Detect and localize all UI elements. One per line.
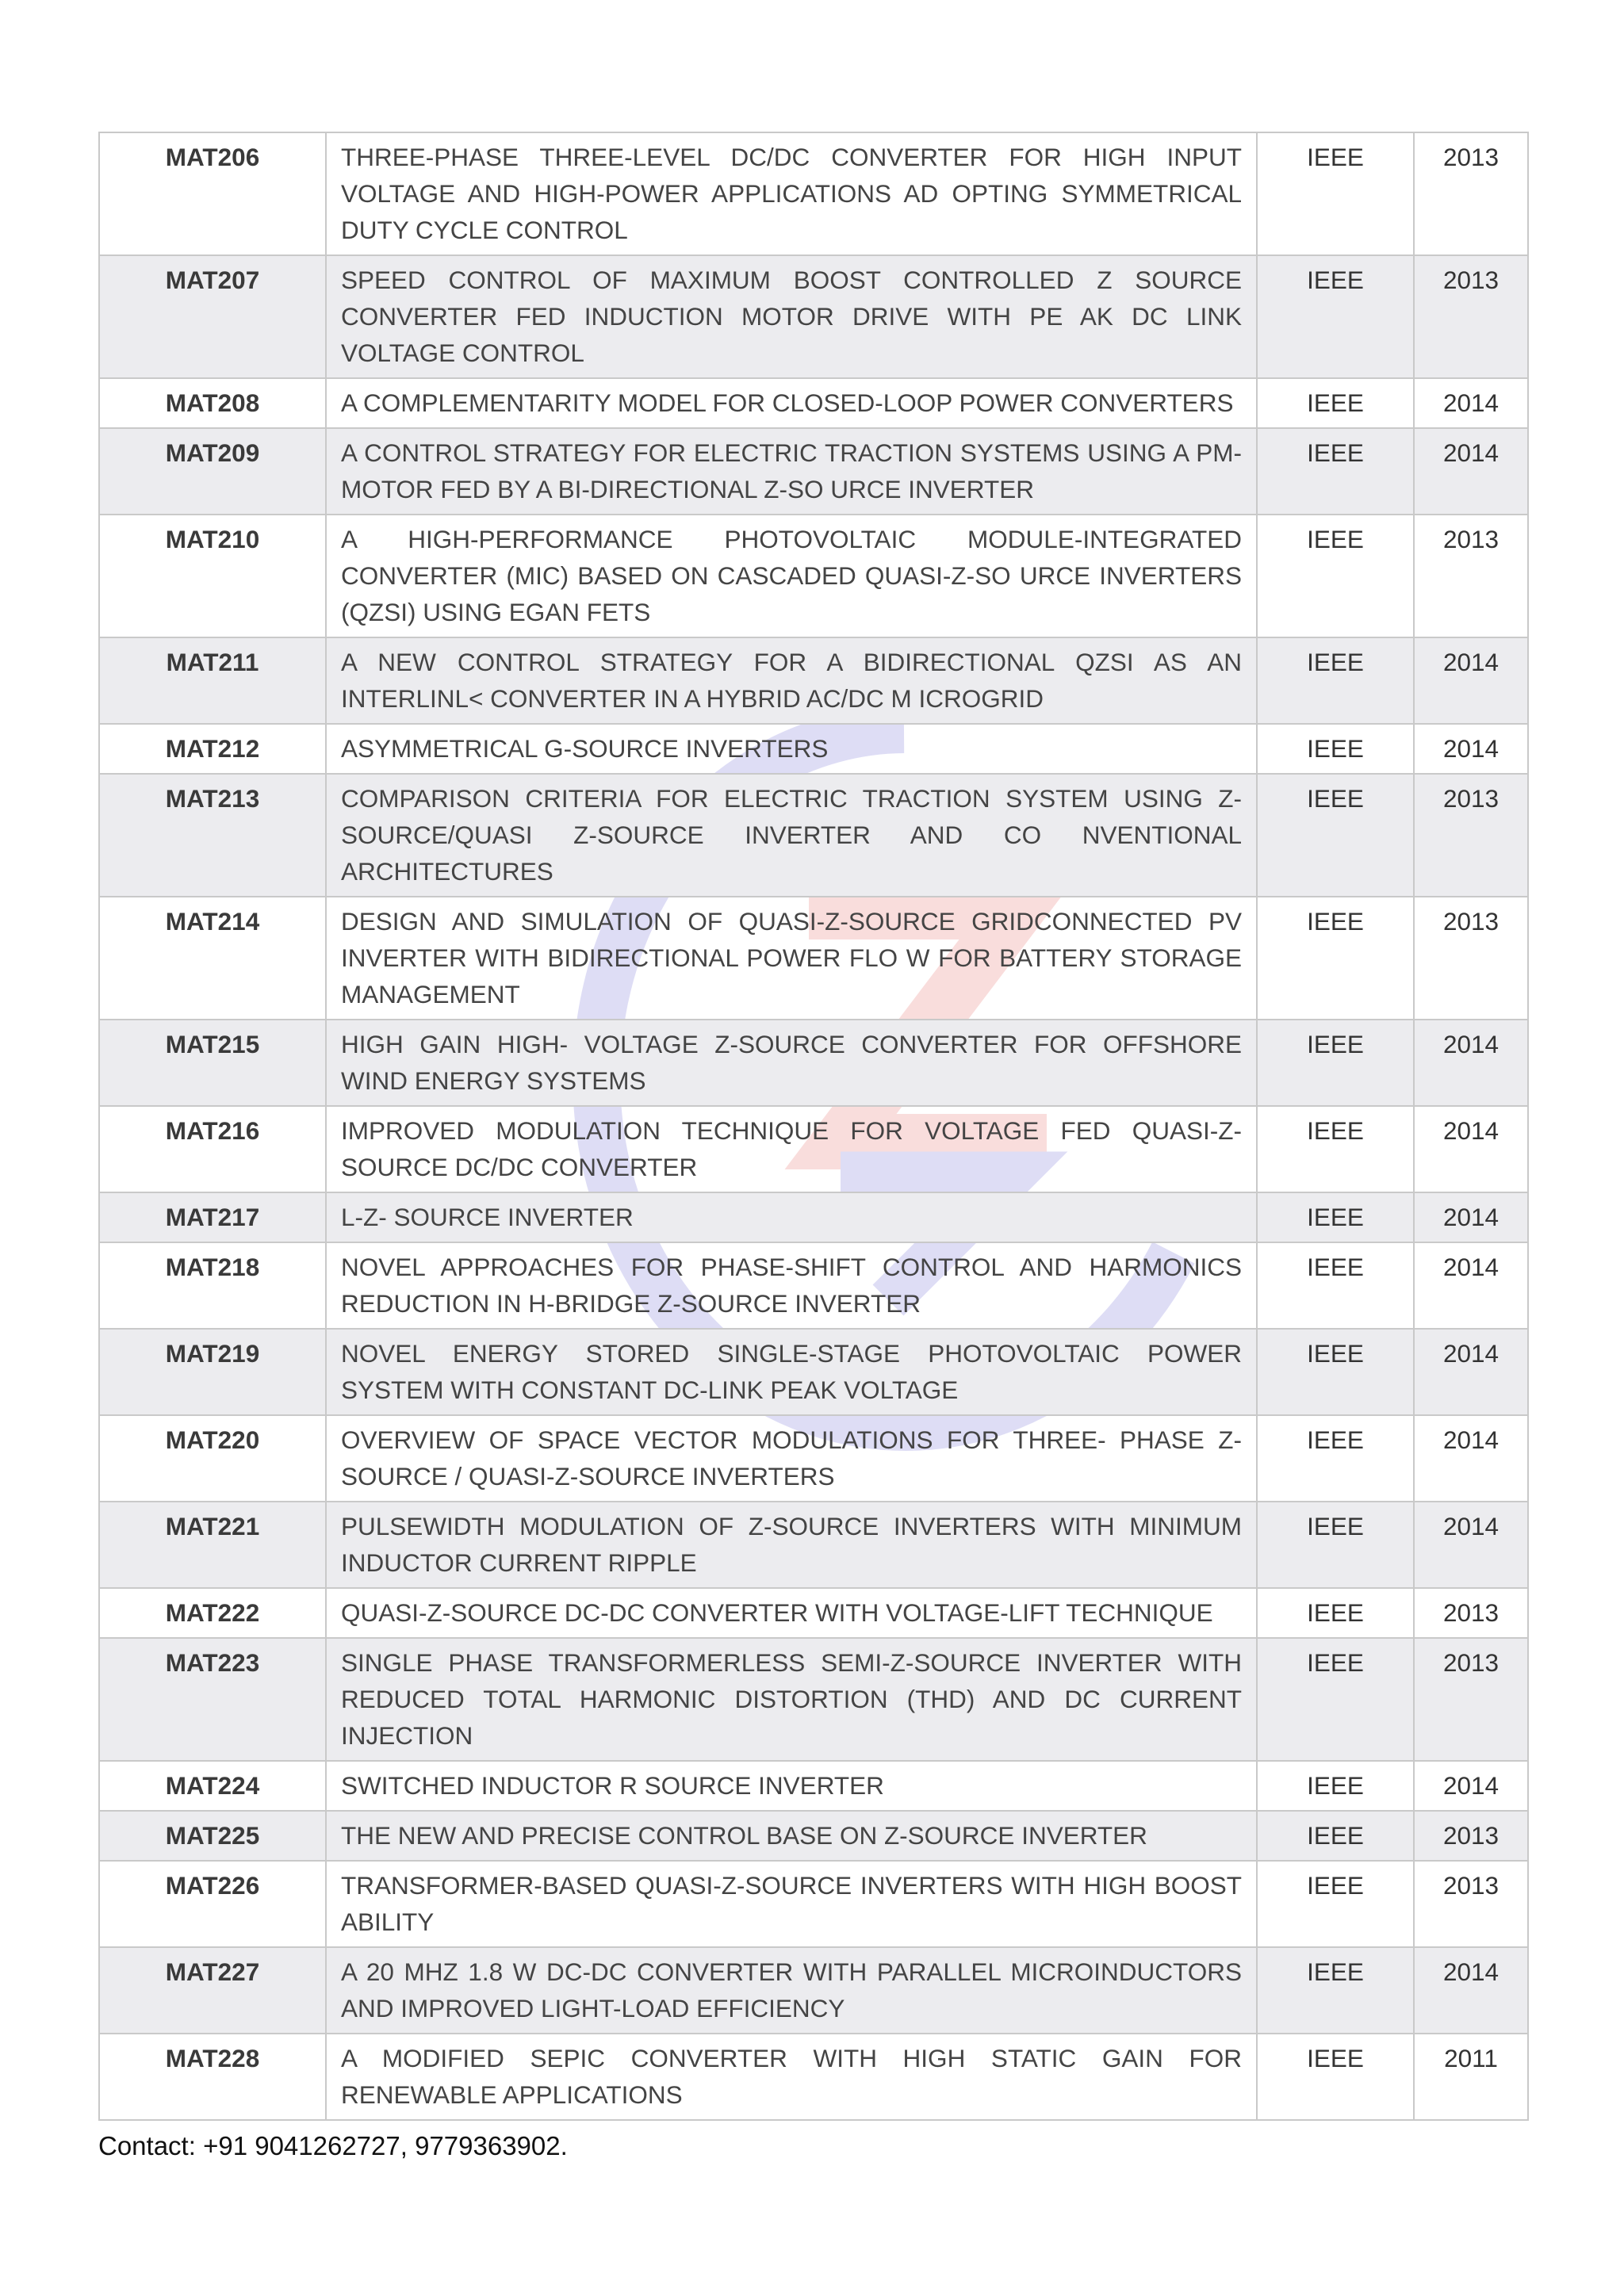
project-title-cell: THE NEW AND PRECISE CONTROL BASE ON Z-SOURCE INVERTER — [326, 1811, 1257, 1861]
year-cell: 2014 — [1414, 1761, 1528, 1811]
year-cell: 2014 — [1414, 1415, 1528, 1502]
publisher-cell: IEEE — [1257, 1192, 1414, 1242]
project-code-cell: MAT216 — [99, 1106, 326, 1192]
year-cell: 2014 — [1414, 428, 1528, 515]
project-code-cell: MAT220 — [99, 1415, 326, 1502]
year-cell: 2014 — [1414, 1106, 1528, 1192]
contact-info: Contact: +91 9041262727, 9779363902. — [98, 2131, 568, 2160]
table-row — [99, 637, 1528, 724]
publisher-cell: IEEE — [1257, 774, 1414, 897]
project-code-cell: MAT224 — [99, 1761, 326, 1811]
project-code-cell: MAT212 — [99, 724, 326, 774]
publisher-cell: IEEE — [1257, 428, 1414, 515]
table-row — [99, 1329, 1528, 1415]
table-row — [99, 1811, 1528, 1861]
project-title-cell: IMPROVED MODULATION TECHNIQUE FOR VOLTAGE FED QUASI-Z-SOURCE DC/DC CONVERTER — [326, 1106, 1257, 1192]
year-cell: 2013 — [1414, 255, 1528, 378]
publisher-cell: IEEE — [1257, 1106, 1414, 1192]
project-code-cell: MAT206 — [99, 132, 326, 255]
table-row — [99, 1588, 1528, 1638]
publisher-cell: IEEE — [1257, 255, 1414, 378]
project-title-cell: OVERVIEW OF SPACE VECTOR MODULATIONS FOR THREE- PHASE Z-SOURCE / QUASI-Z-SOURCE INVERTERS — [326, 1415, 1257, 1502]
project-title-cell: A COMPLEMENTARITY MODEL FOR CLOSED-LOOP POWER CONVERTERS — [326, 378, 1257, 428]
publisher-cell: IEEE — [1257, 1242, 1414, 1329]
table-row — [99, 1020, 1528, 1106]
publisher-cell: IEEE — [1257, 1811, 1414, 1861]
publisher-cell: IEEE — [1257, 724, 1414, 774]
project-title-cell: TRANSFORMER-BASED QUASI-Z-SOURCE INVERTERS WITH HIGH BOOST ABILITY — [326, 1861, 1257, 1947]
table-row — [99, 897, 1528, 1020]
publisher-cell: IEEE — [1257, 1588, 1414, 1638]
project-title-cell: SPEED CONTROL OF MAXIMUM BOOST CONTROLLED Z SOURCE CONVERTER FED INDUCTION MOTOR DRIVE WITH PE AK DC LINK VOLTAGE CONTROL — [326, 255, 1257, 378]
project-code-cell: MAT210 — [99, 515, 326, 637]
publisher-cell: IEEE — [1257, 1861, 1414, 1947]
table-row — [99, 1638, 1528, 1761]
year-cell: 2013 — [1414, 132, 1528, 255]
project-title-cell: A 20 MHZ 1.8 W DC-DC CONVERTER WITH PARALLEL MICROINDUCTORS AND IMPROVED LIGHT-LOAD EFFICIENCY — [326, 1947, 1257, 2034]
year-cell: 2014 — [1414, 1192, 1528, 1242]
table-row — [99, 1242, 1528, 1329]
table-row — [99, 2034, 1528, 2120]
project-title-cell: COMPARISON CRITERIA FOR ELECTRIC TRACTION SYSTEM USING Z-SOURCE/QUASI Z-SOURCE INVERTER AND CO NVENTIONAL ARCHITECTURES — [326, 774, 1257, 897]
year-cell: 2013 — [1414, 774, 1528, 897]
project-title-cell: A NEW CONTROL STRATEGY FOR A BIDIRECTIONAL QZSI AS AN INTERLINL< CONVERTER IN A HYBRID AC/DC M ICROGRID — [326, 637, 1257, 724]
publisher-cell: IEEE — [1257, 2034, 1414, 2120]
year-cell: 2013 — [1414, 1638, 1528, 1761]
table-row — [99, 255, 1528, 378]
project-code-cell: MAT223 — [99, 1638, 326, 1761]
project-code-cell: MAT221 — [99, 1502, 326, 1588]
project-code-cell: MAT209 — [99, 428, 326, 515]
publisher-cell: IEEE — [1257, 897, 1414, 1020]
project-title-cell: PULSEWIDTH MODULATION OF Z-SOURCE INVERTERS WITH MINIMUM INDUCTOR CURRENT RIPPLE — [326, 1502, 1257, 1588]
project-title-cell: DESIGN AND SIMULATION OF QUASI-Z-SOURCE GRIDCONNECTED PV INVERTER WITH BIDIRECTIONAL POWER FLO W FOR BATTERY STORAGE MANAGEMENT — [326, 897, 1257, 1020]
project-title-cell: ASYMMETRICAL G-SOURCE INVERTERS — [326, 724, 1257, 774]
project-title-cell: L-Z- SOURCE INVERTER — [326, 1192, 1257, 1242]
year-cell: 2013 — [1414, 897, 1528, 1020]
project-title-cell: SINGLE PHASE TRANSFORMERLESS SEMI-Z-SOURCE INVERTER WITH REDUCED TOTAL HARMONIC DISTORTION (THD) AND DC CURRENT INJECTION — [326, 1638, 1257, 1761]
year-cell: 2014 — [1414, 1242, 1528, 1329]
project-code-cell: MAT211 — [99, 637, 326, 724]
year-cell: 2014 — [1414, 1947, 1528, 2034]
project-title-cell: A MODIFIED SEPIC CONVERTER WITH HIGH STATIC GAIN FOR RENEWABLE APPLICATIONS — [326, 2034, 1257, 2120]
project-title-cell: HIGH GAIN HIGH- VOLTAGE Z-SOURCE CONVERTER FOR OFFSHORE WIND ENERGY SYSTEMS — [326, 1020, 1257, 1106]
project-code-cell: MAT207 — [99, 255, 326, 378]
table-row — [99, 378, 1528, 428]
project-code-cell: MAT226 — [99, 1861, 326, 1947]
year-cell: 2014 — [1414, 724, 1528, 774]
year-cell: 2014 — [1414, 1502, 1528, 1588]
publisher-cell: IEEE — [1257, 132, 1414, 255]
year-cell: 2014 — [1414, 637, 1528, 724]
project-code-cell: MAT215 — [99, 1020, 326, 1106]
project-title-cell: A CONTROL STRATEGY FOR ELECTRIC TRACTION SYSTEMS USING A PM-MOTOR FED BY A BI-DIRECTIONAL Z-SO URCE INVERTER — [326, 428, 1257, 515]
table-row — [99, 428, 1528, 515]
table-row — [99, 1947, 1528, 2034]
publisher-cell: IEEE — [1257, 637, 1414, 724]
project-code-cell: MAT228 — [99, 2034, 326, 2120]
publisher-cell: IEEE — [1257, 1020, 1414, 1106]
year-cell: 2014 — [1414, 378, 1528, 428]
project-title-cell: SWITCHED INDUCTOR R SOURCE INVERTER — [326, 1761, 1257, 1811]
project-code-cell: MAT213 — [99, 774, 326, 897]
table-row — [99, 1415, 1528, 1502]
project-code-cell: MAT219 — [99, 1329, 326, 1415]
project-title-cell: THREE-PHASE THREE-LEVEL DC/DC CONVERTER FOR HIGH INPUT VOLTAGE AND HIGH-POWER APPLICATIONS AD OPTING SYMMETRICAL DUTY CYCLE CONTROL — [326, 132, 1257, 255]
table-row — [99, 515, 1528, 637]
year-cell: 2013 — [1414, 515, 1528, 637]
year-cell: 2014 — [1414, 1020, 1528, 1106]
project-code-cell: MAT208 — [99, 378, 326, 428]
year-cell: 2013 — [1414, 1811, 1528, 1861]
table-row — [99, 774, 1528, 897]
project-code-cell: MAT218 — [99, 1242, 326, 1329]
table-row — [99, 1192, 1528, 1242]
table-row — [99, 132, 1528, 255]
publisher-cell: IEEE — [1257, 1761, 1414, 1811]
project-code-cell: MAT225 — [99, 1811, 326, 1861]
project-title-cell: NOVEL APPROACHES FOR PHASE-SHIFT CONTROL AND HARMONICS REDUCTION IN H-BRIDGE Z-SOURCE INVERTER — [326, 1242, 1257, 1329]
publisher-cell: IEEE — [1257, 515, 1414, 637]
publisher-cell: IEEE — [1257, 1947, 1414, 2034]
table-row — [99, 1106, 1528, 1192]
table-row — [99, 1502, 1528, 1588]
project-title-cell: A HIGH-PERFORMANCE PHOTOVOLTAIC MODULE-INTEGRATED CONVERTER (MIC) BASED ON CASCADED QUASI-Z-SO URCE INVERTERS (QZSI) USING EGAN FETS — [326, 515, 1257, 637]
year-cell: 2014 — [1414, 1329, 1528, 1415]
publisher-cell: IEEE — [1257, 1415, 1414, 1502]
year-cell: 2013 — [1414, 1861, 1528, 1947]
project-title-cell: NOVEL ENERGY STORED SINGLE-STAGE PHOTOVOLTAIC POWER SYSTEM WITH CONSTANT DC-LINK PEAK VOLTAGE — [326, 1329, 1257, 1415]
table-row — [99, 1761, 1528, 1811]
table-row — [99, 724, 1528, 774]
project-code-cell: MAT227 — [99, 1947, 326, 2034]
publisher-cell: IEEE — [1257, 1329, 1414, 1415]
publisher-cell: IEEE — [1257, 1502, 1414, 1588]
project-code-cell: MAT222 — [99, 1588, 326, 1638]
project-code-cell: MAT214 — [99, 897, 326, 1020]
publisher-cell: IEEE — [1257, 378, 1414, 428]
year-cell: 2011 — [1414, 2034, 1528, 2120]
year-cell: 2013 — [1414, 1588, 1528, 1638]
table-row — [99, 1861, 1528, 1947]
project-code-cell: MAT217 — [99, 1192, 326, 1242]
project-title-cell: QUASI-Z-SOURCE DC-DC CONVERTER WITH VOLTAGE-LIFT TECHNIQUE — [326, 1588, 1257, 1638]
project-list-table — [98, 132, 1529, 2121]
project-list-body — [99, 132, 1528, 2120]
publisher-cell: IEEE — [1257, 1638, 1414, 1761]
